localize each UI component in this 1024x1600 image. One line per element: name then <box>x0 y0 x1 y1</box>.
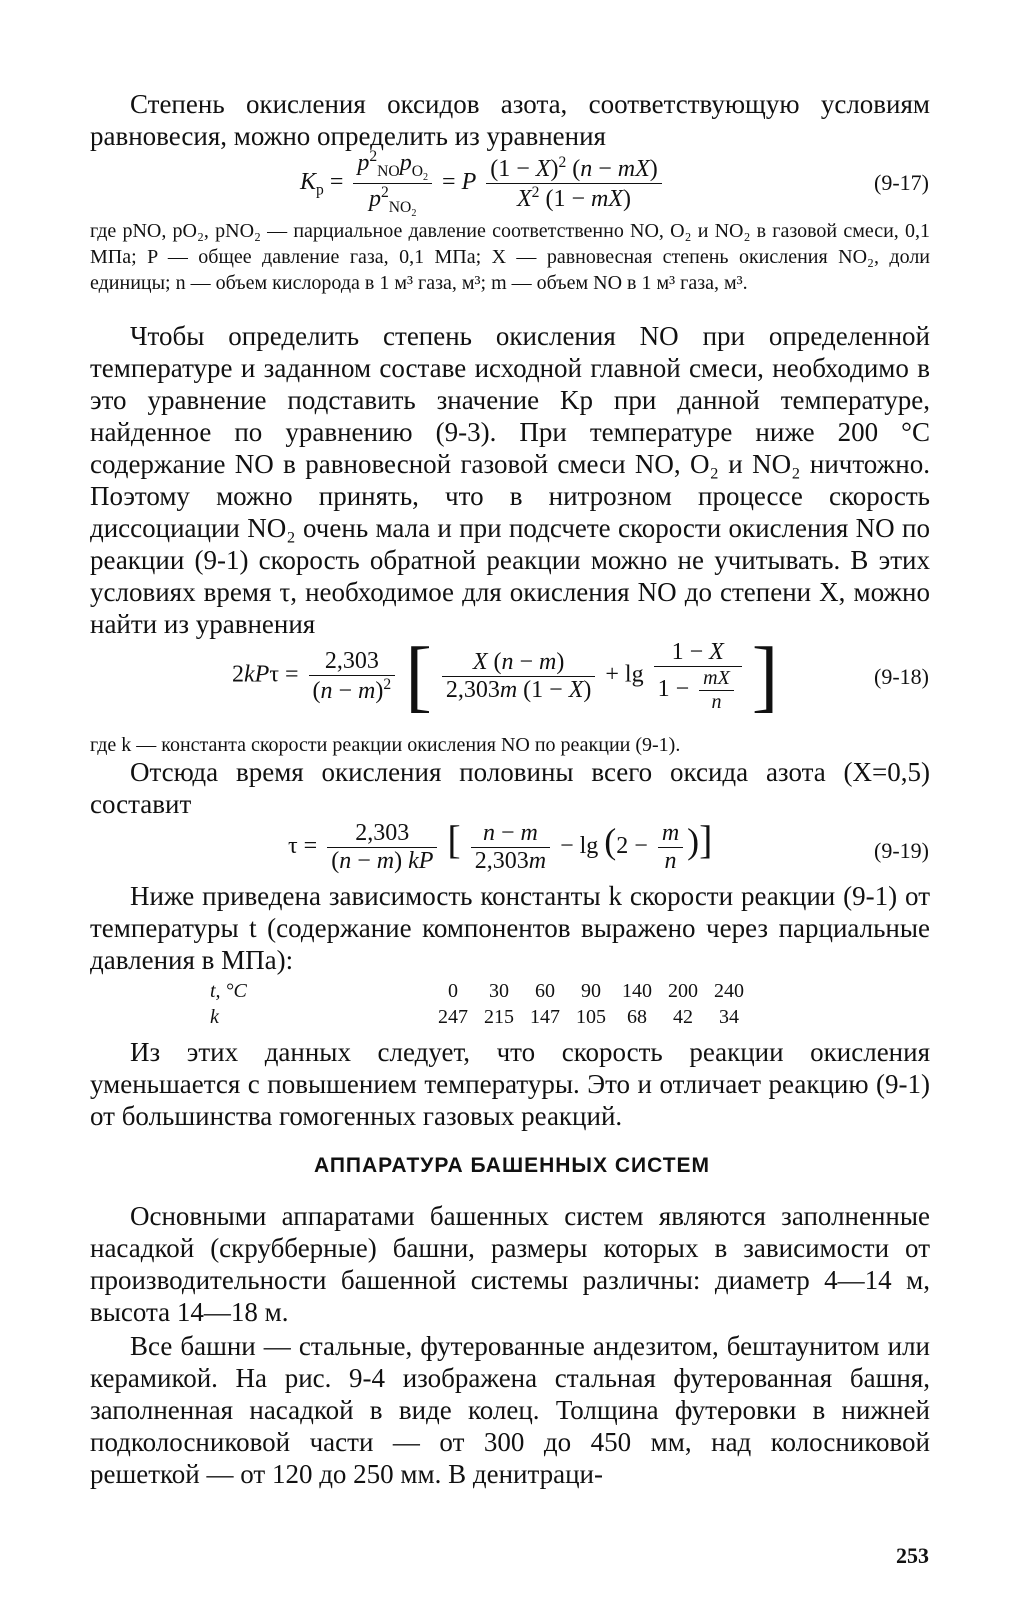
section-heading: АППАРАТУРА БАШЕННЫХ СИСТЕМ <box>313 1154 711 1177</box>
equation-number: (9-17) <box>874 170 929 195</box>
paragraph-oxidation: Чтобы определить степень окисления NO при определенной температуре и заданном составе исходной главной смеси, необходимо в это уравнение подставить значение Kp при данной температуре, найденное по уравнению (9-3). При температуре ниже 200 °C содержание NO в равновесной газовой смеси NO, O₂ и NO₂ ничтожно. Поэтому можно принять, что в нитрозном процессе скорость диссоциации NO₂ очень мала и при подсчете скорости окисления NO по реакции (9-1) скорость обратной реакции можно не учитывать. В этих условиях время τ, необходимое для окисления NO до степени X, можно найти из уравнения <box>90 321 930 639</box>
book-page: Степень окисления оксидов азота, соответствующую условиям равновесия, можно определить из уравнения $K_p$ = $\frac{p^2_{NO}p_{O_2}}{p^2_{NO_2}}$ = P $\frac{(1 - X)^2 (n - mX)}{X^2 (1 - mX)}$ (9-17) где pNO, pO₂, pNO₂ — парциальное давление соответственно NO, O₂ и NO₂ в газовой смеси, 0,1 МПа; P — общее давление газа, 0,1 МПа; X — равновесная степень окисления NO₂, доли единицы; n — объем кислорода в 1 м³ газа, м³; m — объем NO в 1 м³ газа, м³. Чтобы определить степень окисления NO при определенной температуре и заданном составе исходной главной смеси, необходимо в это уравнение подставить значение Kp при данной температуре, найденное по уравнению (9-3). При температуре ниже 200 °C содержание NO в равновесной газовой смеси NO, O₂ и NO₂ ничтожно. Поэтому можно принять, что в нитрозном процессе скорость диссоциации NO₂ очень мала и при подсчете скорости окисления NO по реакции (9-1) скорость обратной реакции можно не учитывать. В этих условиях время τ, необходимое для окисления NO до степени X, можно найти из уравнения 2kPτ = $\frac{2,303}{(n - m)^2}$ [ $\frac{X (n - m)}{2,303m (1 - X)}$ + lg 1 − X 1 − $\frac{mX}{n}$ ] (9-18) где k — константа скорости реакции окисления NO по реакции (9-1). Отсюда время окисления половины всего оксида азота (X=0,5) составит τ = $\frac{2,303}{(n - m) kP}$ [ $\frac{n - m}{2,303m}$ − lg (2 − $\frac{m}{n}$ )] (9-19) Ниже приведена зависимость константы k скорости реакции (9-1) от температуры t (содержание компонентов выражено через парциальные давления в МПа): t, °C 0 30 60 90 140 200 240 k 247 215 147 105 68 42 34 Из этих данных следует, что скорость реакции окисления уменьшается с повышением температуры. Это и отличает реакцию (9-1) от большинства гомогенных газовых реакций. АППАРАТУРА БАШЕННЫХ СИСТЕМ Основными аппаратами башенных систем являются заполненные насадкой (скрубберные) башни, размеры которых в зависимости от производительности башенной системы различны: диаметр 4—14 м, высота 14—18 м. Все башни — стальные, футерованные андезитом, бештаунитом или керамикой. На рис. 9-4 изображена стальная футерованная башня, заполненная насадкой в виде колец. Толщина футеровки в нижней подколосниковой части — от 300 до 450 мм, над колосниковой решеткой — от 120 до 250 мм. В денитраци- 253 <box>0 0 1024 1600</box>
table-cell: 240 <box>714 980 744 1002</box>
paragraph-half-oxidation: Отсюда время окисления половины всего оксида азота (X=0,5) составит <box>90 757 930 819</box>
equation-number: (9-18) <box>874 664 929 689</box>
page-number: 253 <box>896 1543 929 1568</box>
table-cell: 140 <box>622 980 652 1002</box>
row-label: k <box>210 1006 219 1028</box>
table-cell: 200 <box>668 980 698 1002</box>
table-row-temperature <box>210 978 752 1004</box>
paragraph-dependence: Ниже приведена зависимость константы k скорости реакции (9-1) от температуры t (содержание компонентов выражено через парциальные давления в МПа): <box>90 881 930 975</box>
paragraph-conclusion: Из этих данных следует, что скорость реакции окисления уменьшается с повышением температуры. Это и отличает реакцию (9-1) от большинства гомогенных газовых реакций. <box>90 1037 930 1131</box>
table-cell: 215 <box>484 1006 514 1028</box>
table-cell: 68 <box>627 1006 647 1028</box>
paragraph-notation: где pNO, pO₂, pNO₂ — парциальное давление соответственно NO, O₂ и NO₂ в газовой смеси, 0,1 МПа; P — общее давление газа, 0,1 МПа; X — равновесная степень окисления NO₂, доли единицы; n — объем кислорода в 1 м³ газа, м³; m — объем NO в 1 м³ газа, м³. <box>90 220 930 294</box>
table-cell: 42 <box>673 1006 693 1028</box>
paragraph-apparatus: Основными аппаратами башенных систем являются заполненные насадкой (скрубберные) башни, размеры которых в зависимости от производительности башенной системы различны: диаметр 4—14 м, высота 14—18 м. <box>90 1201 930 1327</box>
table-cell: 90 <box>581 980 601 1002</box>
table-cell: 60 <box>535 980 555 1002</box>
table-row-k <box>210 1004 752 1030</box>
table-cell: 147 <box>530 1006 560 1028</box>
paragraph-intro: Степень окисления оксидов азота, соответствующую условиям равновесия, можно определить из уравнения <box>90 89 930 151</box>
equation-number: (9-19) <box>874 838 929 863</box>
table-cell: 0 <box>448 980 458 1002</box>
row-label: t, °C <box>210 980 247 1002</box>
paragraph-towers: Все башни — стальные, футерованные андезитом, бештаунитом или керамикой. На рис. 9-4 изображена стальная футерованная башня, заполненная насадкой в виде колец. Толщина футеровки в нижней подколосниковой части — от 300 до 450 мм, над колосниковой решеткой — от 120 до 250 мм. В денитраци- <box>90 1331 930 1489</box>
rate-constant-table <box>210 978 752 1030</box>
table-cell: 247 <box>438 1006 468 1028</box>
table-cell: 30 <box>489 980 509 1002</box>
table-cell: 105 <box>576 1006 606 1028</box>
paragraph-k-definition: где k — константа скорости реакции окисления NO по реакции (9-1). <box>90 734 681 756</box>
table-cell: 34 <box>719 1006 739 1028</box>
